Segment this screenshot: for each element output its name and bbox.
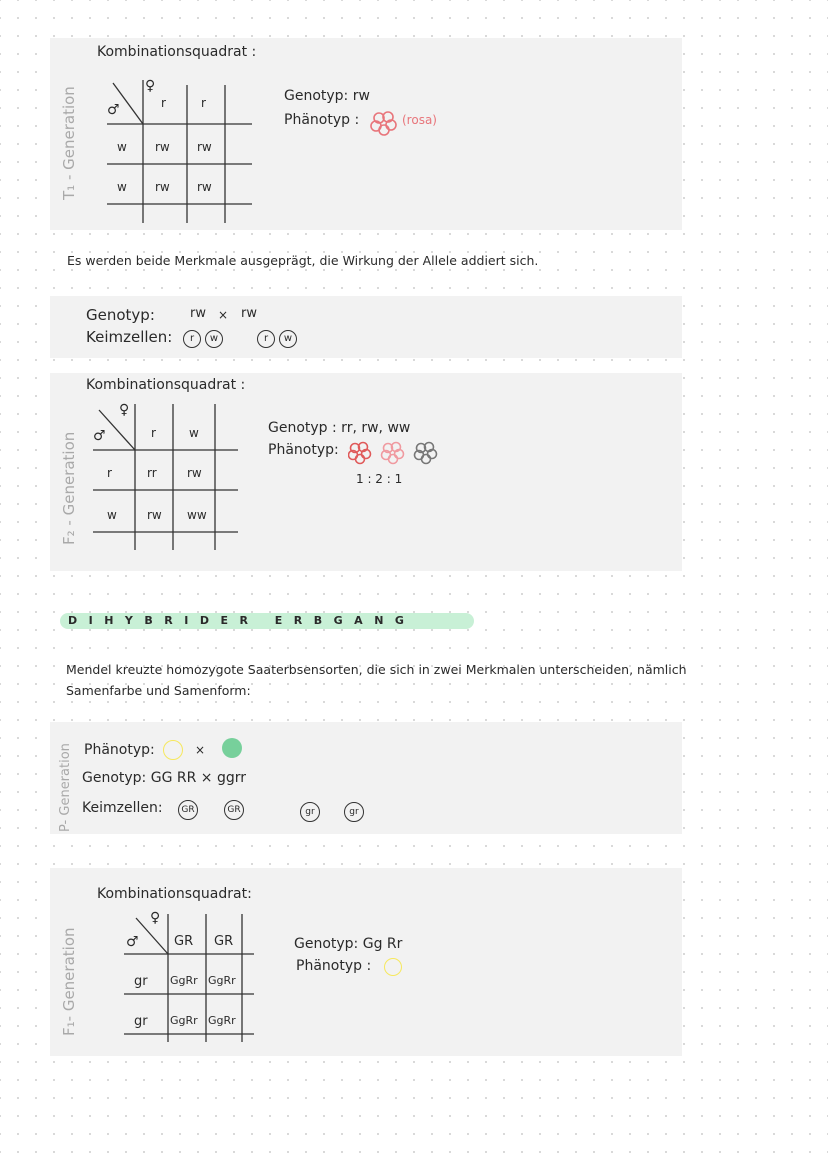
f2-ratio: 1 : 2 : 1 [356, 472, 403, 486]
green-pea-icon [222, 738, 242, 758]
f1-side-label: F₁- Generation [60, 927, 78, 1036]
f2-cross-x: × [218, 308, 229, 322]
t1-square-title: Kombinationsquadrat : [97, 44, 257, 60]
female-symbol: ♀ [150, 910, 161, 926]
gamete-GR: GR [178, 800, 198, 820]
f2-col1: r [151, 426, 156, 440]
f2-grid-lines [93, 404, 238, 554]
f1-col1: GR [174, 934, 194, 949]
p-cross-x: × [195, 743, 206, 757]
f2-keim-label: Keimzellen: [86, 328, 173, 346]
t1-r1c1: rw [155, 140, 170, 154]
intro-line-1: Mendel kreuzte homozygote Saaterbsensorten, die sich in zwei Merkmalen unterscheiden, nämlich [66, 662, 687, 677]
female-symbol: ♀ [145, 78, 156, 94]
section-heading: DIHYBRIDER ERBGANG [68, 614, 416, 627]
t1-rosa-label: (rosa) [402, 113, 437, 127]
f2-r2c2: ww [187, 508, 207, 522]
p-phaenotyp: Phänotyp: [84, 742, 155, 758]
statement-text: Es werden beide Merkmale ausgeprägt, die Wirkung der Allele addiert sich. [67, 253, 539, 268]
flower-icon [370, 110, 400, 136]
f2-square-title: Kombinationsquadrat : [86, 377, 246, 393]
f1-r2c2: GgRr [208, 1014, 236, 1027]
t1-row1-head: w [117, 140, 127, 154]
f2-row2-head: w [107, 508, 117, 522]
f1-r1c2: GgRr [208, 974, 236, 987]
male-symbol: ♂ [126, 934, 139, 950]
yellow-pea-icon [384, 958, 402, 976]
f2-genotyp-label: Genotyp: [86, 306, 155, 324]
f2-genotyp: Genotyp : rr, rw, ww [268, 420, 411, 436]
gamete-w: w [205, 330, 223, 348]
male-symbol: ♂ [93, 428, 106, 444]
t1-r1c2: rw [197, 140, 212, 154]
gamete-w: w [279, 330, 297, 348]
t1-r2c2: rw [197, 180, 212, 194]
gamete-gr: gr [344, 802, 364, 822]
male-symbol: ♂ [107, 102, 120, 118]
f2-r2c1: rw [147, 508, 162, 522]
intro-line-2: Samenfarbe und Samenform: [66, 683, 251, 698]
f2-gametes [183, 329, 227, 348]
f1-square-title: Kombinationsquadrat: [97, 886, 252, 902]
f2-side-label: F₂ - Generation [60, 431, 78, 545]
f2-punnett-square [93, 404, 238, 554]
f2-cross-a: rw [190, 306, 206, 321]
gamete-gr: gr [300, 802, 320, 822]
p-keim-label: Keimzellen: [82, 800, 163, 816]
t1-r2c1: rw [155, 180, 170, 194]
f1-col2: GR [214, 934, 234, 949]
f1-row2-head: gr [134, 1014, 148, 1029]
p-side-label: P- Generation [58, 743, 73, 832]
t1-genotyp: Genotyp: rw [284, 88, 370, 104]
p-genotyp: Genotyp: GG RR × ggrr [82, 770, 247, 786]
f2-gametes-2 [257, 329, 301, 348]
gamete-r: r [257, 330, 275, 348]
f2-row1-head: r [107, 466, 112, 480]
gamete-GR: GR [224, 800, 244, 820]
f1-punnett-square [124, 912, 254, 1047]
f1-r1c1: GgRr [170, 974, 198, 987]
f1-genotyp: Genotyp: Gg Rr [294, 936, 403, 952]
t1-col1: r [161, 96, 166, 110]
f2-phaenotyp: Phänotyp: [268, 442, 339, 458]
f1-r2c1: GgRr [170, 1014, 198, 1027]
f2-col2: w [189, 426, 199, 440]
gamete-r: r [183, 330, 201, 348]
t1-col2: r [201, 96, 206, 110]
f2-cross-b: rw [241, 306, 257, 321]
yellow-pea-icon [163, 740, 183, 760]
t1-phaenotyp: Phänotyp : [284, 112, 360, 128]
f1-row1-head: gr [134, 974, 148, 989]
t1-grid-lines [107, 80, 252, 225]
f2-r1c2: rw [187, 466, 202, 480]
f2-r1c1: rr [147, 466, 157, 480]
flower-icon [348, 440, 448, 466]
t1-punnett-square [107, 80, 252, 225]
f1-phaenotyp: Phänotyp : [296, 958, 372, 974]
female-symbol: ♀ [119, 402, 130, 418]
t1-row2-head: w [117, 180, 127, 194]
t1-side-label: T₁ - Generation [60, 86, 78, 200]
